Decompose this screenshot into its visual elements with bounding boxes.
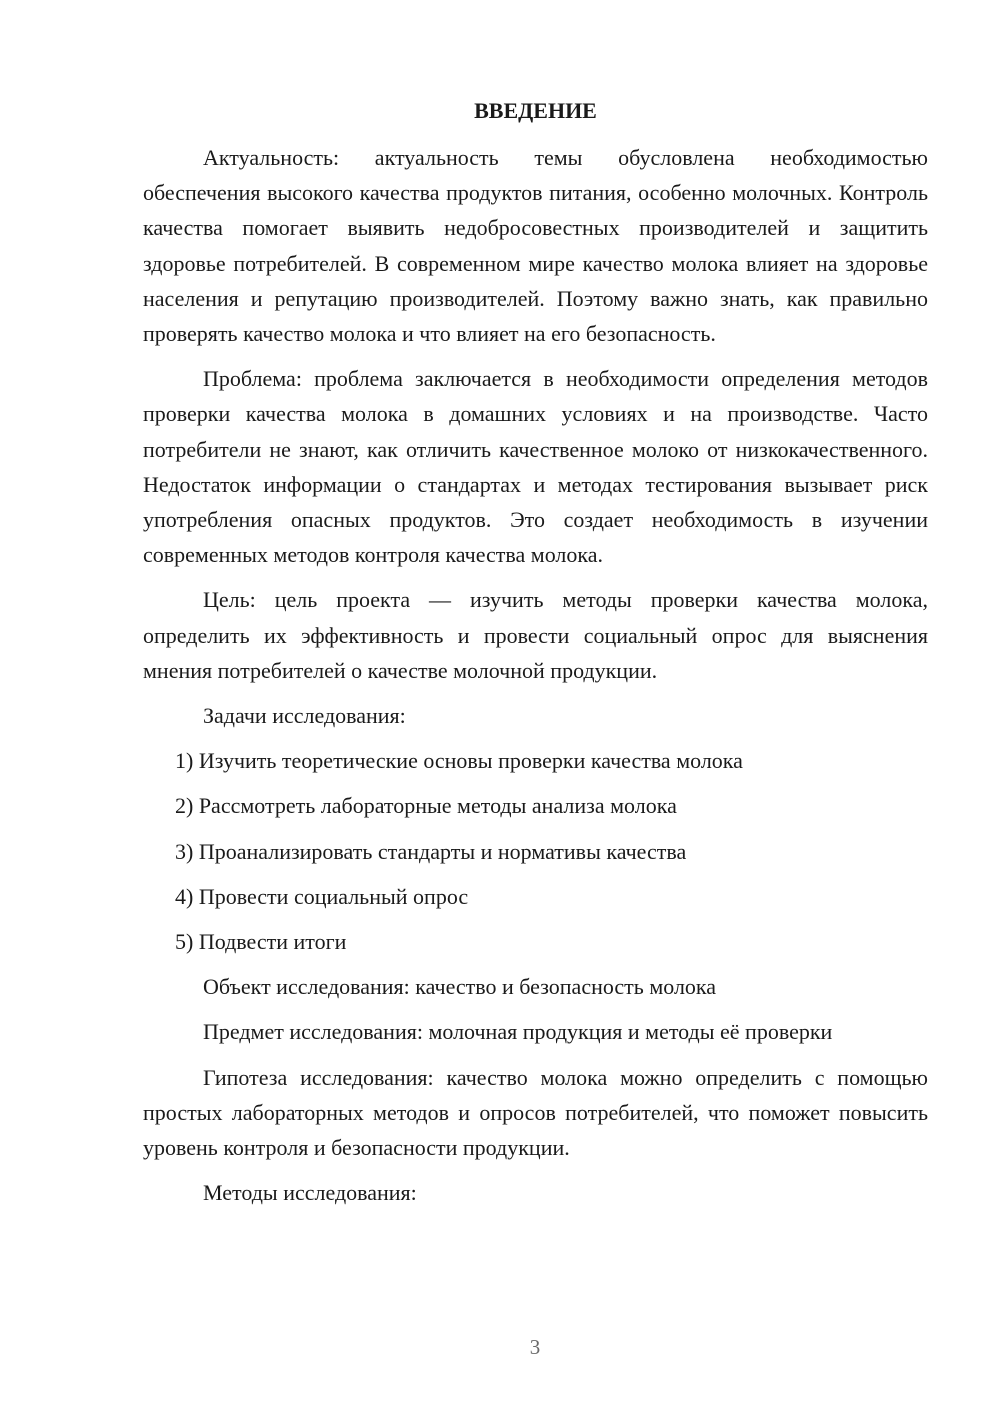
hypothesis-paragraph: Гипотеза исследования: качество молока можно определить с помощью простых лабораторных методов и опросов потребителей, что поможет повысить уровень контроля и безопасности продукции. — [143, 1064, 928, 1161]
object-paragraph: Объект исследования: качество и безопасность молока — [203, 974, 717, 1000]
page-number: 3 — [529, 1335, 541, 1359]
methods-heading: Методы исследования: — [203, 1180, 417, 1206]
relevance-paragraph: Актуальность: актуальность темы обусловлена необходимостью обеспечения высокого качества продуктов питания, особенно молочных. Контроль качества помогает выявить недобросовестных производителей и защитить здоровье потребителей. В современном мире качество молока влияет на здоровье населения и репутацию производителей. Поэтому важно знать, как правильно проверять качество молока и что влияет на его безопасность. — [143, 145, 928, 347]
problem-paragraph: Проблема: проблема заключается в необходимости определения методов проверки качества молока в домашних условиях и на производстве. Часто потребители не знают, как отличить качественное молоко от низкокачественного. Недостаток информации о стандартах и методах тестирования вызывает риск употребления опасных продуктов. Это создает необходимость в изучении современных методов контроля качества молока. — [143, 366, 928, 568]
task-item: 3) Проанализировать стандарты и нормативы качества — [175, 838, 687, 864]
document-page — [143, 96, 928, 1220]
task-item: 1) Изучить теоретические основы проверки качества молока — [175, 748, 743, 774]
tasks-list — [143, 743, 928, 959]
task-item: 4) Провести социальный опрос — [175, 883, 469, 909]
tasks-heading: Задачи исследования: — [203, 703, 406, 729]
goal-paragraph: Цель: цель проекта — изучить методы проверки качества молока, определить их эффективность и провести социальный опрос для выяснения мнения потребителей о качестве молочной продукции. — [143, 587, 928, 683]
subject-paragraph: Предмет исследования: молочная продукция и методы её проверки — [203, 1019, 833, 1045]
document-title: ВВЕДЕНИЕ — [474, 98, 597, 123]
task-item: 2) Рассмотреть лабораторные методы анализа молока — [175, 793, 677, 819]
task-item: 5) Подвести итоги — [175, 929, 347, 955]
